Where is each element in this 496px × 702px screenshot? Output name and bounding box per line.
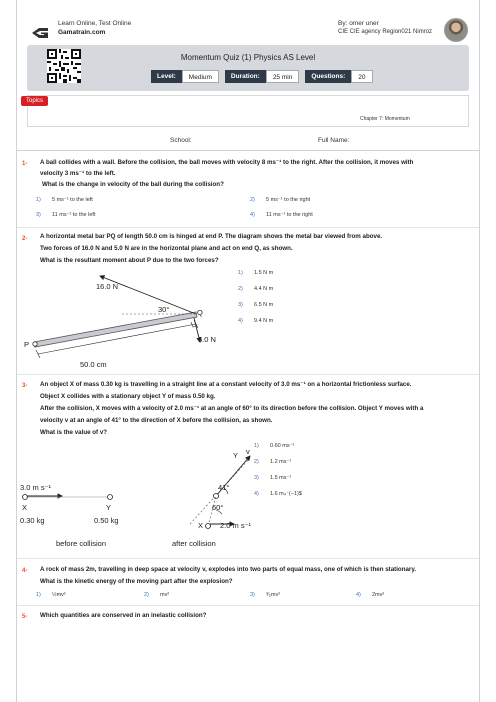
option-number: 1) <box>36 197 41 203</box>
option-number: 2) <box>144 592 149 598</box>
question-text: Two forces of 16.0 N and 5.0 N are in the horizontal plane and act on end Q, as shown. <box>40 245 293 252</box>
full-name-field: Full Name: <box>318 137 350 144</box>
topics-tag: Topics <box>21 96 48 106</box>
question-text: A horizontal metal bar PQ of length 50.0 cm is hinged at end P. The diagram shows the metal bar viewed from above. <box>40 233 383 240</box>
object-x <box>206 524 211 529</box>
option-text[interactable]: 11 ms⁻¹ to the left <box>52 212 96 218</box>
quiz-banner <box>27 45 469 91</box>
velocity-label: 2.0 m s⁻¹ <box>220 521 252 530</box>
question-text: velocity v at an angle of 41° to the direction of X before the collision, as shown. <box>40 417 273 424</box>
option-number: 1) <box>36 592 41 598</box>
hinge-icon <box>33 342 37 346</box>
option-text[interactable]: 5 ms⁻¹ to the right <box>266 197 311 203</box>
metal-bar <box>34 312 197 347</box>
duration-value: 25 min <box>266 70 300 83</box>
option-text[interactable]: 2mv² <box>372 592 385 598</box>
option-text[interactable]: 9.4 N m <box>254 318 274 324</box>
level-value: Medium <box>182 70 219 83</box>
option-number: 3) <box>250 592 255 598</box>
avatar <box>444 18 468 42</box>
option-text[interactable]: 1.5 N m <box>254 270 274 276</box>
question-text: velocity 3 ms⁻¹ to the left. <box>40 170 116 177</box>
object-label: Y <box>106 503 112 512</box>
quiz-meta <box>151 70 379 83</box>
force-label: 5.0 N <box>198 335 216 344</box>
option-number: 3) <box>238 302 243 308</box>
question-text: A ball collides with a wall. Before the collision, the ball moves with velocity 8 ms⁻¹ to the right. After the collision, it moves with <box>40 159 414 166</box>
angle-label: 41° <box>218 483 230 492</box>
school-field: School: <box>170 137 192 144</box>
question-divider <box>17 558 479 559</box>
duration-label: Duration: <box>225 70 266 83</box>
object-label: X <box>198 521 204 530</box>
question-divider <box>17 374 479 375</box>
question-number: 1- <box>22 161 28 167</box>
questions-value: 20 <box>351 70 372 83</box>
object-label: Y <box>233 451 239 460</box>
mass-label: 0.50 kg <box>94 516 119 525</box>
angle-label: 60° <box>212 503 224 512</box>
question-text: An object X of mass 0.30 kg is travelling in a straight line at a constant velocity of 3.0 ms⁻¹ on a horizontal frictionless surface. <box>40 381 412 388</box>
angle-label: 30° <box>158 305 170 314</box>
option-number: 2) <box>254 459 259 465</box>
question-text: What is the value of v? <box>40 429 108 436</box>
question-number: 3- <box>22 383 28 389</box>
gamatrain-logo-icon <box>30 26 50 40</box>
caption: before collision <box>56 539 107 548</box>
question-text: Object X collides with a stationary object Y of mass 0.50 kg. <box>40 393 216 400</box>
question-divider <box>17 605 479 606</box>
brand-tagline: Learn Online, Test Online <box>58 20 132 27</box>
brand-site[interactable]: Gamatrain.com <box>58 29 106 36</box>
option-number: 1) <box>238 270 243 276</box>
option-text[interactable]: 1.6 m₄⁻(−1)$ <box>270 491 302 497</box>
author-name: By: omer uner <box>338 20 379 27</box>
question-text: What is the change in velocity of the ball during the collision? <box>42 181 224 188</box>
option-text[interactable]: 6.5 N m <box>254 302 274 308</box>
question-text: What is the resultant moment about P due to the two forces? <box>40 257 219 264</box>
question-text: A rock of mass 2m, travelling in deep space at velocity v, explodes into two parts of equal mass, one of which is then stationary. <box>40 566 417 573</box>
length-label: 50.0 cm <box>80 360 107 369</box>
question-text: After the collision, X moves with a velocity of 2.0 ms⁻¹ at an angle of 60° to its direction before the collision. Object Y moves with a <box>40 405 424 412</box>
header <box>16 12 480 46</box>
force-label: 16.0 N <box>96 282 119 291</box>
point-label: P <box>24 340 30 349</box>
option-text[interactable]: 4.4 N m <box>254 286 274 292</box>
option-text[interactable]: 1.5 ms⁻¹ <box>270 475 292 481</box>
option-number: 3) <box>254 475 259 481</box>
level-label: Level: <box>151 70 182 83</box>
topics-box <box>27 95 469 127</box>
lever-diagram <box>20 270 230 375</box>
option-number: 4) <box>254 491 259 497</box>
caption: after collision <box>172 539 216 548</box>
mass-label: 0.30 kg <box>20 516 45 525</box>
option-text[interactable]: 1.2 ms⁻¹ <box>270 459 292 465</box>
option-text[interactable]: 11 ms⁻¹ to the right <box>266 212 313 218</box>
question-text: What is the kinetic energy of the moving part after the explosion? <box>40 578 233 585</box>
object-y <box>108 495 113 500</box>
question-number: 4- <box>22 568 28 574</box>
velocity-symbol: v <box>246 447 250 456</box>
option-number: 4) <box>238 318 243 324</box>
question-text: Which quantities are conserved in an inelastic collision? <box>40 612 207 619</box>
option-text[interactable]: mv² <box>160 592 170 598</box>
object-label: X <box>22 503 28 512</box>
velocity-label: 3.0 m s⁻¹ <box>20 483 52 492</box>
option-text[interactable]: 0.60 ms⁻¹ <box>270 443 295 449</box>
question-number: 5- <box>22 614 28 620</box>
questions-label: Questions: <box>305 70 351 83</box>
author-agency: CIE CIE agency Region021 Nimroz <box>338 29 433 35</box>
point-label: Q <box>197 308 203 317</box>
collision-diagram <box>20 440 270 552</box>
option-text[interactable]: 5 ms⁻¹ to the left <box>52 197 93 203</box>
option-number: 3) <box>36 212 41 218</box>
option-text[interactable]: ³⁄₂mv² <box>266 592 281 598</box>
option-number: 4) <box>356 592 361 598</box>
option-text[interactable]: ½mv² <box>52 592 66 598</box>
question-number: 2- <box>22 236 28 242</box>
question-divider <box>17 227 479 228</box>
option-number: 4) <box>250 212 255 218</box>
chapter-label: Chapter 7: Momentum <box>360 116 410 122</box>
divider <box>17 150 479 151</box>
quiz-title: Momentum Quiz (1) Physics AS Level <box>180 53 316 62</box>
option-number: 1) <box>254 443 259 449</box>
option-number: 2) <box>250 197 255 203</box>
option-number: 2) <box>238 286 243 292</box>
